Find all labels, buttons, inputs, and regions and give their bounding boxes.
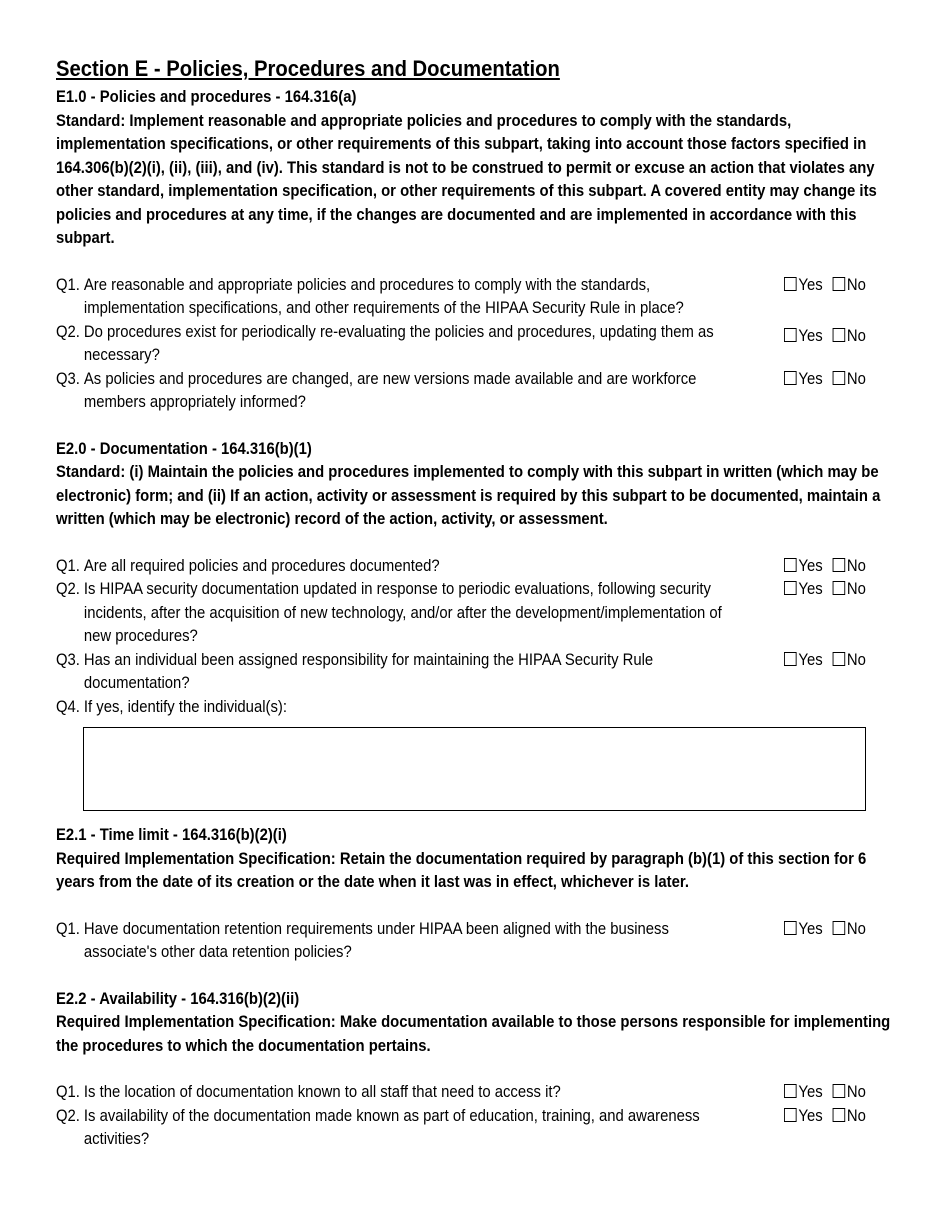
question-text: Is the location of documentation known to all staff that need to access it?: [83, 1083, 561, 1101]
question-number: Q1.: [56, 1083, 80, 1101]
no-checkbox[interactable]: [833, 277, 846, 291]
yes-no-group: [784, 325, 866, 349]
question-text-cont: implementation specifications, and other requirements of the HIPAA Security Rule in place?: [83, 299, 684, 317]
no-checkbox[interactable]: [833, 1084, 846, 1098]
section-title: Section E - Policies, Procedures and Documentation: [56, 56, 560, 81]
e22-standard: Required Implementation Specification: Make documentation available to those persons responsible for implementing the procedures to which the documentation pertains.: [56, 1013, 891, 1055]
no-checkbox[interactable]: [833, 328, 846, 342]
yes-label: Yes: [798, 580, 823, 598]
e22-q1: [56, 1081, 900, 1105]
no-checkbox[interactable]: [833, 652, 846, 666]
no-label: No: [846, 369, 866, 388]
question-text: Do procedures exist for periodically re-evaluating the policies and procedures, updating them as: [83, 322, 714, 341]
no-checkbox[interactable]: [833, 581, 846, 595]
no-label: No: [846, 326, 866, 345]
question-number: Q1.: [56, 556, 80, 575]
e21-heading: E2.1 - Time limit - 164.316(b)(2)(i): [56, 826, 287, 844]
question-number: Q2.: [56, 580, 80, 598]
yes-checkbox[interactable]: [784, 581, 797, 595]
yes-no-group: [784, 555, 866, 579]
e22-heading: E2.2 - Availability - 164.316(b)(2)(ii): [56, 989, 300, 1008]
yes-no-group: [784, 274, 866, 298]
e2-q3: [56, 649, 900, 696]
no-label: No: [846, 580, 866, 598]
question-number: Q4.: [56, 697, 80, 716]
yes-checkbox[interactable]: [784, 328, 797, 342]
yes-no-group: [784, 649, 866, 673]
yes-no-group: [784, 918, 866, 942]
e21-q1: [56, 918, 900, 965]
yes-checkbox[interactable]: [784, 1084, 797, 1098]
no-label: No: [846, 556, 866, 575]
yes-label: Yes: [798, 1106, 823, 1125]
question-text-cont: activities?: [83, 1130, 150, 1148]
no-label: No: [846, 650, 866, 669]
question-text: Is availability of the documentation made known as part of education, training, and awareness: [83, 1106, 700, 1125]
e1-heading: E1.0 - Policies and procedures - 164.316(a): [56, 88, 357, 106]
e1-q2: [56, 321, 900, 368]
yes-label: Yes: [798, 650, 823, 669]
question-text-cont: associate's other data retention policies?: [83, 943, 352, 961]
no-label: No: [846, 919, 866, 938]
no-label: No: [846, 1106, 866, 1125]
e1-q3: [56, 368, 900, 415]
form-page: [56, 54, 900, 1152]
yes-checkbox[interactable]: [784, 921, 797, 935]
yes-no-group: [784, 1105, 866, 1129]
e1-q1: [56, 274, 900, 321]
question-text-cont: members appropriately informed?: [83, 393, 306, 411]
question-number: Q1.: [56, 275, 80, 294]
no-checkbox[interactable]: [833, 371, 846, 385]
yes-checkbox[interactable]: [784, 652, 797, 666]
e2-q4: [56, 696, 900, 720]
question-text: If yes, identify the individual(s):: [83, 697, 287, 716]
e21-standard: Required Implementation Specification: Retain the documentation required by paragraph (b)(1) of this section for 6 years from the date of its creation or the date when it last was in effect, whichever is later.: [56, 849, 867, 891]
no-checkbox[interactable]: [833, 921, 846, 935]
yes-label: Yes: [798, 1083, 823, 1101]
question-number: Q3.: [56, 369, 80, 388]
e2-q1: [56, 555, 900, 579]
yes-label: Yes: [798, 556, 823, 575]
question-number: Q3.: [56, 650, 80, 669]
e2-heading: E2.0 - Documentation - 164.316(b)(1): [56, 439, 312, 458]
no-label: No: [846, 1083, 866, 1101]
yes-label: Yes: [798, 275, 823, 294]
e2-standard: Standard: (i) Maintain the policies and procedures implemented to comply with this subpart in written (which may be electronic) form; and (ii) If an action, activity or assessment is required by this subpart to be documented, maintain a written (which may be electronic) record of the action, activity, or assessment.: [56, 463, 881, 528]
question-text: Have documentation retention requirements under HIPAA been aligned with the business: [83, 919, 669, 938]
no-checkbox[interactable]: [833, 1108, 846, 1122]
question-text: Are all required policies and procedures documented?: [83, 556, 440, 575]
yes-label: Yes: [798, 326, 823, 345]
e1-standard: Standard: Implement reasonable and appropriate policies and procedures to comply with the standards, implementation specifications, or other requirements of this subpart, taking into account those factors specified in 164.306(b)(2)(i), (ii), (iii), and (iv). This standard is not to be construed to permit or excuse an action that violates any other standard, implementation specification, or other requirements of this subpart. A covered entity may change its policies and procedures at any time, if the changes are documented and are implemented in accordance with this subpart.: [56, 111, 877, 247]
yes-label: Yes: [798, 919, 823, 938]
yes-label: Yes: [798, 369, 823, 388]
e22-q2: [56, 1105, 900, 1152]
question-text: Is HIPAA security documentation updated in response to periodic evaluations, following security: [83, 580, 711, 598]
no-checkbox[interactable]: [833, 558, 846, 572]
question-text: Has an individual been assigned responsibility for maintaining the HIPAA Security Rule: [83, 650, 654, 669]
individual-answer-field[interactable]: [83, 727, 866, 811]
question-text-cont: incidents, after the acquisition of new technology, and/or after the development/implementation of: [83, 603, 722, 622]
question-number: Q1.: [56, 919, 80, 938]
yes-checkbox[interactable]: [784, 1108, 797, 1122]
yes-checkbox[interactable]: [784, 371, 797, 385]
yes-no-group: [784, 1081, 866, 1105]
yes-checkbox[interactable]: [784, 558, 797, 572]
yes-no-group: [784, 368, 866, 392]
question-text-cont: new procedures?: [83, 627, 198, 645]
question-text-cont: documentation?: [83, 674, 190, 692]
question-text: As policies and procedures are changed, are new versions made available and are workforce: [83, 369, 697, 388]
no-label: No: [846, 275, 866, 294]
yes-checkbox[interactable]: [784, 277, 797, 291]
e2-q2: [56, 578, 900, 649]
question-text: Are reasonable and appropriate policies and procedures to comply with the standards,: [83, 275, 651, 294]
question-number: Q2.: [56, 1106, 80, 1125]
question-number: Q2.: [56, 322, 80, 341]
question-text-cont: necessary?: [83, 346, 160, 364]
yes-no-group: [784, 578, 866, 602]
